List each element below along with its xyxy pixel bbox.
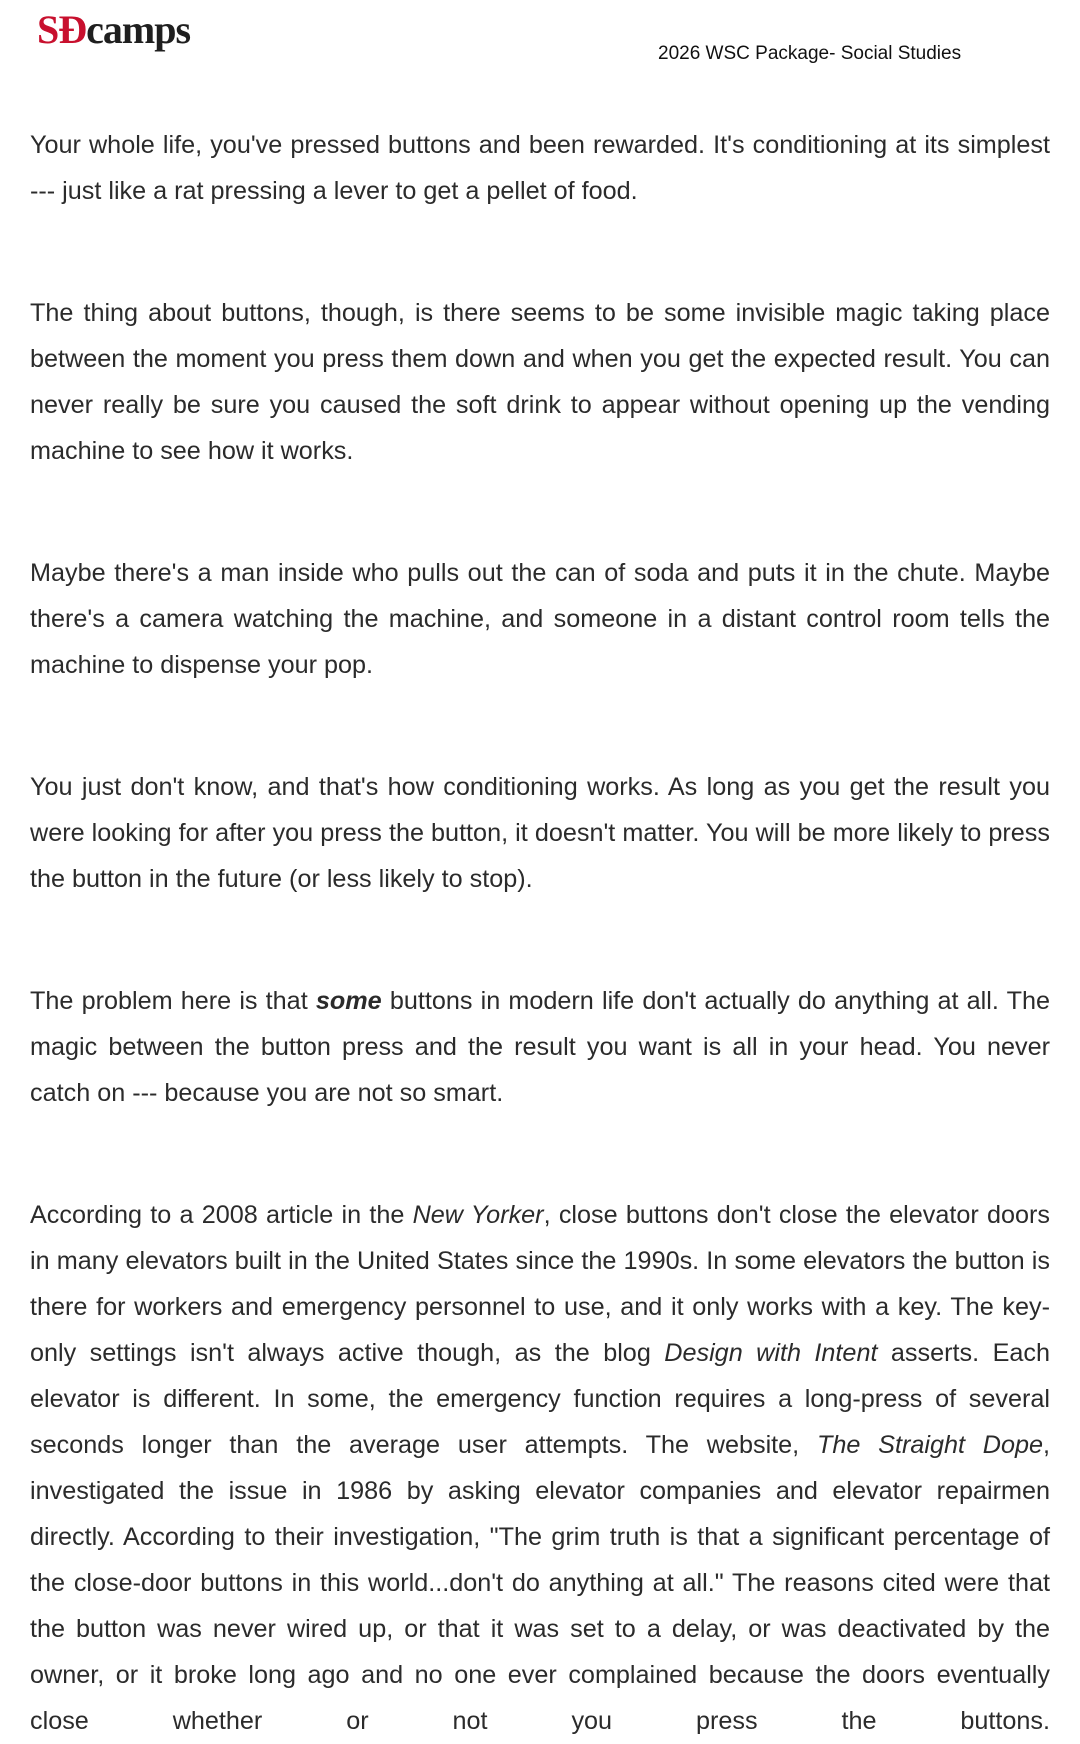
text-segment: , investigated the issue in 1986 by asking elevator companies and elevator repairmen directly. According to their investigation, "The grim truth is that a significant percentage of the close-door buttons in this world...don't do anything at all." The reasons cited were that the button was never wired up, or that it was set to a delay, or was deactivated by the owner, or it broke long ago and no one ever complained because the doors eventually close whether or not you press the buttons. bbox=[30, 1431, 1050, 1735]
paragraph-placebo-buttons bbox=[30, 978, 1050, 1116]
document-header-title: 2026 WSC Package- Social Studies bbox=[658, 43, 962, 64]
paragraph-vending-machine: Maybe there's a man inside who pulls out the can of soda and puts it in the chute. Maybe there's a camera watching the machine, and someone in a distant control room tells the machine to dispense your pop. bbox=[30, 559, 1050, 679]
text-segment: According to a 2008 article in the bbox=[30, 1201, 413, 1229]
text-segment: , close buttons don't close the elevator doors in many elevators built in the United States since the 1990s. In some elevators the button is there for workers and emergency personnel to use, and it only works with a key. The key-only settings isn't always active though, as the blog bbox=[30, 1201, 1050, 1367]
article-body bbox=[30, 122, 1050, 1744]
paragraph-conditioning: Your whole life, you've pressed buttons and been rewarded. It's conditioning at its simplest --- just like a rat pressing a lever to get a pellet of food. bbox=[30, 131, 1050, 205]
logo-word: camps bbox=[86, 7, 191, 52]
text-segment: asserts. Each elevator is different. In some, the emergency function requires a long-press of several seconds longer than the average user attempts. The website, bbox=[30, 1339, 1050, 1459]
text-segment: The problem here is that bbox=[30, 987, 316, 1015]
italic-design-with-intent: Design with Intent bbox=[664, 1339, 878, 1367]
italic-straight-dope: The Straight Dope bbox=[816, 1431, 1043, 1459]
paragraph-button-magic: The thing about buttons, though, is there seems to be some invisible magic taking place between the moment you press them down and when you get the expected result. You can never really be sure you caused the soft drink to appear without opening up the vending machine to see how it works. bbox=[30, 299, 1050, 465]
sdcamps-logo bbox=[37, 7, 191, 52]
logo-mark: SĐ bbox=[37, 7, 87, 52]
italic-new-yorker: New Yorker bbox=[412, 1201, 544, 1229]
paragraph-elevator-buttons bbox=[30, 1192, 1050, 1744]
text-segment: buttons in modern life don't actually do anything at all. The magic between the button press and the result you want is all in your head. You never catch on --- because you are not so smart. bbox=[30, 987, 1050, 1107]
emphasis-some: some bbox=[315, 987, 382, 1015]
paragraph-how-conditioning-works: You just don't know, and that's how conditioning works. As long as you get the result you were looking for after you press the button, it doesn't matter. You will be more likely to press the button in the future (or less likely to stop). bbox=[30, 773, 1050, 893]
